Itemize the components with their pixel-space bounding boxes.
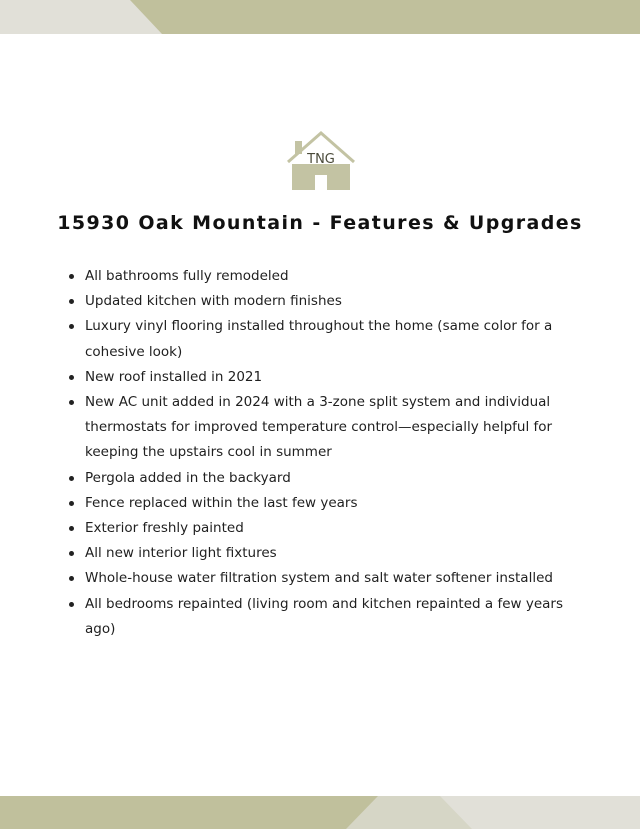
list-item: Pergola added in the backyard [66, 466, 566, 491]
list-item: Updated kitchen with modern finishes [66, 289, 566, 314]
list-item: All bathrooms fully remodeled [66, 264, 566, 289]
bottom-decorative-band [0, 796, 640, 829]
logo-chimney [295, 141, 302, 154]
list-item: New roof installed in 2021 [66, 365, 566, 390]
list-item: All bedrooms repainted (living room and kitchen repainted a few years ago) [66, 592, 566, 642]
tng-house-logo [286, 131, 356, 191]
list-item: All new interior light fixtures [66, 541, 566, 566]
list-item: Luxury vinyl flooring installed throughout the home (same color for a cohesive look) [66, 314, 566, 364]
features-list [66, 264, 566, 642]
list-item: Exterior freshly painted [66, 516, 566, 541]
logo-door [315, 175, 327, 190]
page-title: 15930 Oak Mountain - Features & Upgrades [57, 212, 583, 234]
list-item: Whole-house water filtration system and salt water softener installed [66, 566, 566, 591]
list-item: New AC unit added in 2024 with a 3-zone split system and individual thermostats for improved temperature control—especially helpful for keeping the upstairs cool in summer [66, 390, 566, 466]
top-decorative-band [0, 0, 640, 34]
logo-text: TNG [307, 152, 335, 167]
bottom-band-light-shape [440, 796, 640, 829]
list-item: Fence replaced within the last few years [66, 491, 566, 516]
